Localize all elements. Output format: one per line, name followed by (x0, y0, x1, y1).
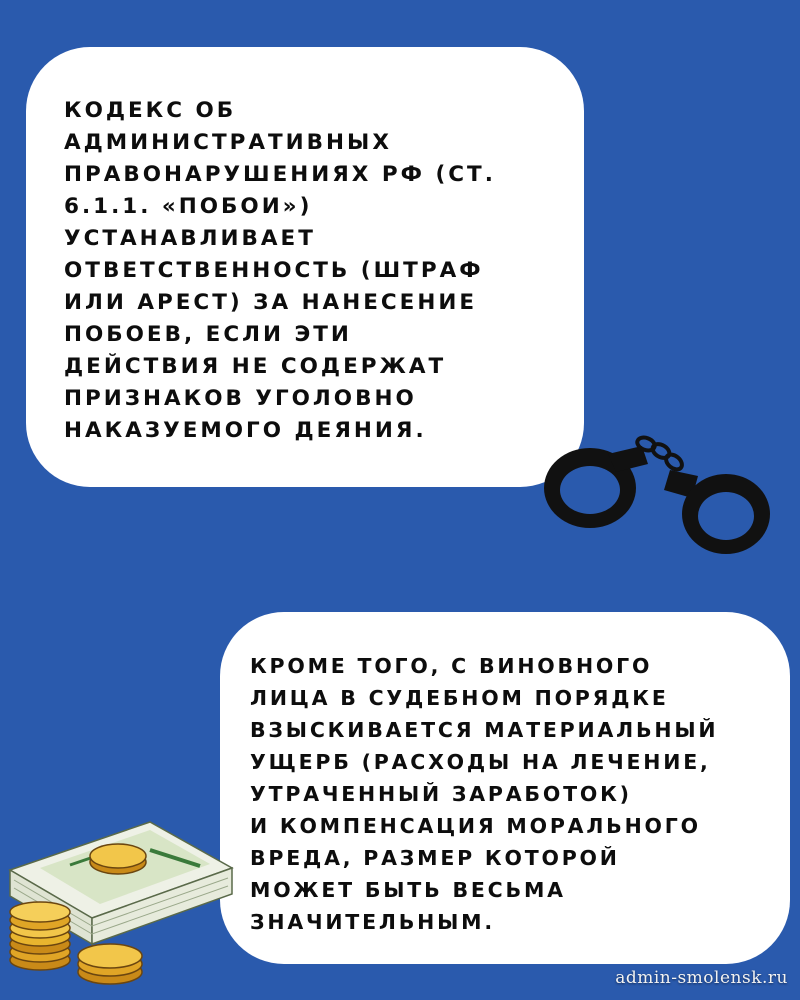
coin-stack (10, 902, 70, 970)
watermark: admin-smolensk.ru (615, 968, 788, 988)
coin-single (90, 844, 146, 874)
speech-bubble-top (26, 47, 584, 487)
coin-front (78, 944, 142, 984)
handcuffs-icon (530, 420, 780, 560)
money-icon (0, 810, 240, 990)
bubble-top-text: КОДЕКС ОБ АДМИНИСТРАТИВНЫХ ПРАВОНАРУШЕНИЯХ РФ (СТ. 6.1.1. «ПОБОИ») УСТАНАВЛИВАЕТ ОТВЕТСТВЕННОСТЬ (ШТРАФ ИЛИ АРЕСТ) ЗА НАНЕСЕНИЕ ПОБОЕВ, ЕСЛИ ЭТИ ДЕЙСТВИЯ НЕ СОДЕРЖАТ ПРИЗНАКОВ УГОЛОВНО НАКАЗУЕМОГО ДЕЯНИЯ. (64, 98, 496, 443)
bubble-bottom-text: КРОМЕ ТОГО, С ВИНОВНОГО ЛИЦА В СУДЕБНОМ ПОРЯДКЕ ВЗЫСКИВАЕТСЯ МАТЕРИАЛЬНЫЙ УЩЕРБ (РАСХОДЫ НА ЛЕЧЕНИЕ, УТРАЧЕННЫЙ ЗАРАБОТОК) И КОМПЕНСАЦИЯ МОРАЛЬНОГО ВРЕДА, РАЗМЕР КОТОРОЙ МОЖЕТ БЫТЬ ВЕСЬМА ЗНАЧИТЕЛЬНЫМ. (250, 654, 719, 934)
speech-bubble-bottom (220, 612, 790, 964)
